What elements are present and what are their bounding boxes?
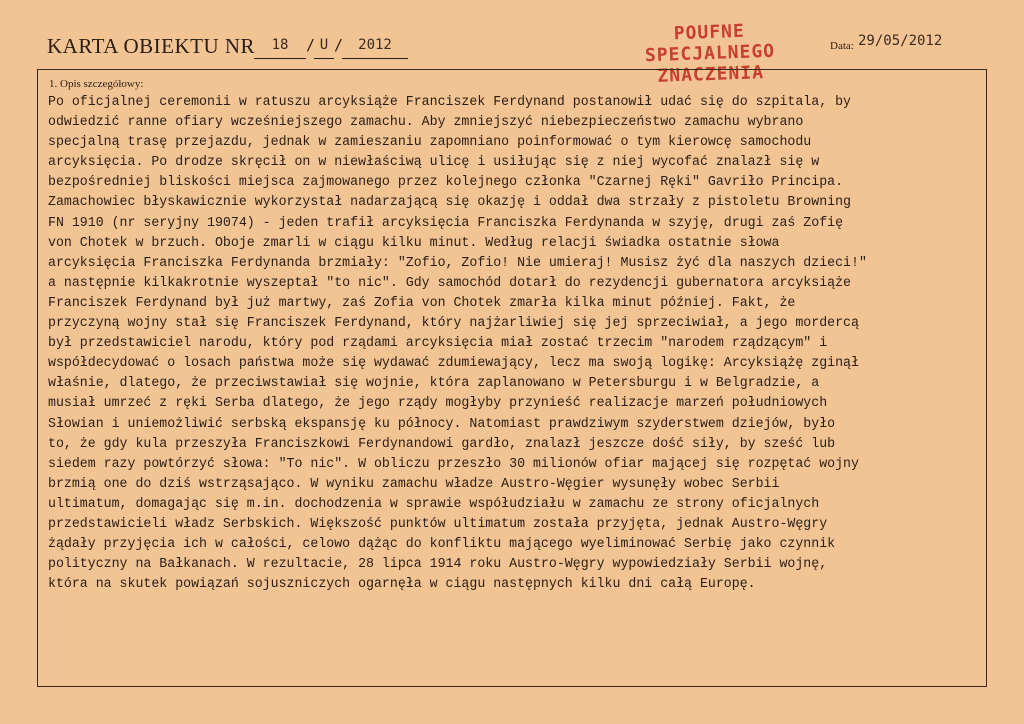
card-year-field: 2012 — [342, 34, 408, 59]
card-number-field: 18 — [254, 34, 306, 59]
text-line: brzmią one do dziś wstrząsająco. W wyniku zamachu władze Austro-Węgier wysunęły wobec Serbii — [48, 476, 780, 492]
card-month-field: U — [314, 34, 334, 59]
text-line: polityczny na Bałkanach. W rezultacie, 28 lipca 1914 roku Austro-Węgry wypowiedziały Serbii wojnę, — [48, 557, 828, 573]
text-line: żądały przyjęcia ich w całości, celowo dążąc do konfliktu mającego wyeliminować Serbię jako czynnik — [48, 537, 836, 553]
text-line: to, że gdy kula przeszyła Franciszkowi Ferdynandowi gardło, znalazł jeszcze dość siły, by sześć lub — [48, 436, 836, 452]
section-label: 1. Opis szczegółowy: — [49, 78, 144, 90]
text-line: Zamachowiec błyskawicznie wykorzystał nadarzającą się okazję i oddał dwa strzały z pistoletu Browning — [48, 195, 852, 211]
text-line: siedem razy powtórzyć słowa: "To nic". W obliczu przeszło 30 milionów ofiar mającej się rozpętać wojny — [48, 456, 859, 472]
header-title: KARTA OBIEKTU NR — [47, 34, 256, 58]
text-line: bezpośredniej bliskości miejsca zajmowanego przez kolejnego członka "Czarnej Ręki" Gavriło Principa. — [48, 175, 844, 191]
text-line: arcyksięcia Franciszka Ferdynanda brzmiały: "Zofio, Zofio! Nie umieraj! Musisz żyć dla naszych dzieci!" — [48, 255, 867, 271]
text-line: która na skutek powiązań sojuszniczych ogarnęła w ciągu następnych kilku dni całą Europę. — [48, 577, 756, 593]
separator: / — [334, 36, 344, 54]
text-line: odwiedzić ranne ofiary wcześniejszego zamachu. Aby zmniejszyć niebezpieczeństwo zamachu wybrano — [48, 115, 804, 131]
text-line: von Chotek w brzuch. Oboje zmarli w ciągu kilku minut. Według relacji świadka ostatnie słowa — [48, 235, 780, 251]
text-line: FN 1910 (nr seryjny 19074) - jeden trafił arcyksięcia Franciszka Ferdynanda w szyję, drugi zaś Zofię — [48, 215, 844, 231]
text-line: musiał umrzeć z ręki Serba dlatego, że jego rządy mogłyby przynieść realizacje marzeń południowych — [48, 396, 828, 412]
text-line: Po oficjalnej ceremonii w ratuszu arcyksiąże Franciszek Ferdynand postanowił udać się do szpitala, by — [48, 95, 852, 110]
stamp-line: SPECJALNEGO — [644, 40, 776, 67]
date-label: Data: — [830, 40, 854, 52]
text-line: właśnie, dlatego, że przeciwstawiał się wojnie, która zaplanowano w Petersburgu i w Belgradzie, a — [48, 376, 820, 392]
text-line: przedstawicieli władz Serbskich. Większość punktów ultimatum została przyjęta, jednak Austro-Węgry — [48, 516, 828, 532]
text-line: arcyksięcia. Po drodze skręcił on w niewłaściwą ulicę i usiłując się z niej wycofać znalazł się w — [48, 155, 820, 171]
text-line: przyczyną wojny stał się Franciszek Ferdynand, który najżarliwiej się jej sprzeciwiał, a jego mordercą — [48, 316, 859, 332]
description-text — [48, 93, 992, 595]
text-line: ultimatum, domagając się m.in. dochodzenia w sprawie współudziału w zamachu ze strony oficjalnych — [48, 496, 820, 512]
date-value: 29/05/2012 — [858, 33, 943, 49]
text-line: Franciszek Ferdynand był już martwy, zaś Zofia von Chotek zmarła kilka minut później. Fakt, że — [48, 295, 796, 311]
text-line: a następnie kilkakrotnie wyszeptał "to nic". Gdy samochód dotarł do rezydencji gubernatora arcyksiąże — [48, 275, 852, 291]
text-line: specjalną trasę przejazdu, jednak w zamieszaniu zapomniano poinformować o tym kierowcę samochodu — [48, 135, 812, 151]
separator: / — [306, 36, 316, 54]
text-line: Słowian i uniemożliwić serbską ekspansję ku północy. Natomiast prawdziwym szyderstwem dziejów, było — [48, 416, 836, 432]
stamp-line: POUFNE — [673, 20, 746, 45]
stamp-line: ZNACZENIA — [657, 62, 765, 87]
text-line: był przedstawiciel narodu, który pod rządami arcyksięcia miał zostać trzecim "narodem rządzącym" i — [48, 336, 828, 352]
text-line: współdecydować o losach państwa może się wydawać zdumiewający, lecz ma swoją logikę: Arcyksiążę zginął — [48, 356, 859, 372]
